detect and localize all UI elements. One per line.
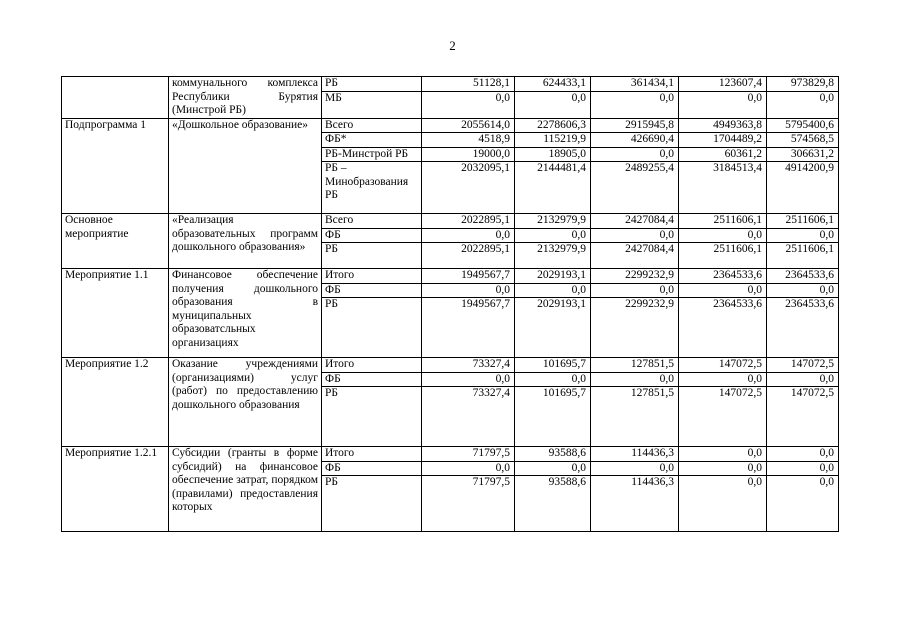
value-cell: 0,0 <box>591 91 679 118</box>
program-name-cell: Мероприятие 1.2 <box>62 358 169 447</box>
value-cell: 2029193,1 <box>515 298 591 358</box>
program-description-cell: коммунального комплекса Республики Бурятия (Минстрой РБ) <box>169 77 322 119</box>
page-number: 2 <box>449 38 456 53</box>
value-cell: 93588,6 <box>515 476 591 532</box>
table-row <box>62 269 839 284</box>
table-row <box>62 118 839 133</box>
value-cell: 0,0 <box>422 228 515 243</box>
value-cell: 1949567,7 <box>422 298 515 358</box>
funding-source-cell: РБ <box>322 387 422 447</box>
value-cell: 973829,8 <box>767 77 839 92</box>
value-cell: 147072,5 <box>767 387 839 447</box>
program-description-cell: Субсидии (гранты в форме субсидий) на финансовое обеспечение затрат, порядком (правилами) предоставления которых <box>169 447 322 532</box>
value-cell: 115219,9 <box>515 133 591 148</box>
funding-source-cell: РБ – Минобразования РБ <box>322 162 422 214</box>
value-cell: 306631,2 <box>767 147 839 162</box>
funding-source-cell: РБ <box>322 243 422 269</box>
value-cell: 2278606,3 <box>515 118 591 133</box>
value-cell: 0,0 <box>767 228 839 243</box>
funding-source-cell: ФБ <box>322 228 422 243</box>
value-cell: 2427084,4 <box>591 214 679 229</box>
value-cell: 2511606,1 <box>679 214 767 229</box>
funding-source-cell: Итого <box>322 447 422 462</box>
value-cell: 2511606,1 <box>767 243 839 269</box>
value-cell: 361434,1 <box>591 77 679 92</box>
value-cell: 0,0 <box>422 283 515 298</box>
program-name-cell: Основное мероприятие <box>62 214 169 269</box>
funding-source-cell: ФБ <box>322 461 422 476</box>
value-cell: 1704489,2 <box>679 133 767 148</box>
value-cell: 101695,7 <box>515 387 591 447</box>
value-cell: 71797,5 <box>422 476 515 532</box>
funding-source-cell: Итого <box>322 269 422 284</box>
value-cell: 2511606,1 <box>767 214 839 229</box>
value-cell: 0,0 <box>515 461 591 476</box>
funding-source-cell: Итого <box>322 358 422 373</box>
value-cell: 147072,5 <box>679 358 767 373</box>
value-cell: 19000,0 <box>422 147 515 162</box>
value-cell: 0,0 <box>591 228 679 243</box>
value-cell: 18905,0 <box>515 147 591 162</box>
value-cell: 2144481,4 <box>515 162 591 214</box>
value-cell: 0,0 <box>767 283 839 298</box>
value-cell: 2364533,6 <box>679 269 767 284</box>
value-cell: 426690,4 <box>591 133 679 148</box>
value-cell: 0,0 <box>515 91 591 118</box>
value-cell: 0,0 <box>679 476 767 532</box>
program-name-cell: Мероприятие 1.2.1 <box>62 447 169 532</box>
value-cell: 93588,6 <box>515 447 591 462</box>
funding-source-cell: ФБ <box>322 372 422 387</box>
value-cell: 0,0 <box>591 461 679 476</box>
value-cell: 0,0 <box>679 372 767 387</box>
value-cell: 5795400,6 <box>767 118 839 133</box>
funding-source-cell: РБ <box>322 298 422 358</box>
funding-table <box>61 76 839 532</box>
value-cell: 2055614,0 <box>422 118 515 133</box>
program-name-cell: Мероприятие 1.1 <box>62 269 169 358</box>
value-cell: 114436,3 <box>591 476 679 532</box>
value-cell: 2511606,1 <box>679 243 767 269</box>
program-description-cell: «Дошкольное образование» <box>169 118 322 214</box>
program-name-cell: Подпрограмма 1 <box>62 118 169 214</box>
value-cell: 127851,5 <box>591 387 679 447</box>
value-cell: 114436,3 <box>591 447 679 462</box>
program-name-cell <box>62 77 169 119</box>
value-cell: 3184513,4 <box>679 162 767 214</box>
value-cell: 624433,1 <box>515 77 591 92</box>
value-cell: 73327,4 <box>422 387 515 447</box>
funding-source-cell: Всего <box>322 214 422 229</box>
program-description-cell: «Реализация образовательных программ дошкольного образования» <box>169 214 322 269</box>
value-cell: 71797,5 <box>422 447 515 462</box>
value-cell: 2132979,9 <box>515 243 591 269</box>
value-cell: 2032095,1 <box>422 162 515 214</box>
value-cell: 0,0 <box>591 283 679 298</box>
funding-source-cell: Всего <box>322 118 422 133</box>
value-cell: 574568,5 <box>767 133 839 148</box>
value-cell: 2364533,6 <box>767 298 839 358</box>
value-cell: 0,0 <box>591 147 679 162</box>
value-cell: 0,0 <box>422 91 515 118</box>
value-cell: 2299232,9 <box>591 298 679 358</box>
funding-source-cell: ФБ* <box>322 133 422 148</box>
value-cell: 0,0 <box>515 283 591 298</box>
table-row <box>62 77 839 92</box>
value-cell: 2132979,9 <box>515 214 591 229</box>
value-cell: 2022895,1 <box>422 214 515 229</box>
value-cell: 0,0 <box>679 91 767 118</box>
value-cell: 147072,5 <box>767 358 839 373</box>
value-cell: 0,0 <box>767 461 839 476</box>
program-description-cell: Оказание учреждениями (организациями) услуг (работ) по предоставлению дошкольного образования <box>169 358 322 447</box>
value-cell: 0,0 <box>422 372 515 387</box>
value-cell: 4518,9 <box>422 133 515 148</box>
value-cell: 0,0 <box>767 91 839 118</box>
table-row <box>62 214 839 229</box>
value-cell: 2299232,9 <box>591 269 679 284</box>
value-cell: 0,0 <box>515 372 591 387</box>
value-cell: 2915945,8 <box>591 118 679 133</box>
value-cell: 4949363,8 <box>679 118 767 133</box>
funding-source-cell: РБ-Минстрой РБ <box>322 147 422 162</box>
value-cell: 0,0 <box>422 461 515 476</box>
value-cell: 0,0 <box>679 447 767 462</box>
value-cell: 2489255,4 <box>591 162 679 214</box>
value-cell: 0,0 <box>591 372 679 387</box>
value-cell: 101695,7 <box>515 358 591 373</box>
value-cell: 51128,1 <box>422 77 515 92</box>
value-cell: 2029193,1 <box>515 269 591 284</box>
value-cell: 73327,4 <box>422 358 515 373</box>
value-cell: 0,0 <box>679 228 767 243</box>
value-cell: 0,0 <box>767 372 839 387</box>
value-cell: 127851,5 <box>591 358 679 373</box>
value-cell: 4914200,9 <box>767 162 839 214</box>
value-cell: 0,0 <box>767 476 839 532</box>
value-cell: 0,0 <box>767 447 839 462</box>
value-cell: 123607,4 <box>679 77 767 92</box>
table-row <box>62 447 839 462</box>
value-cell: 147072,5 <box>679 387 767 447</box>
funding-source-cell: ФБ <box>322 283 422 298</box>
funding-source-cell: МБ <box>322 91 422 118</box>
value-cell: 0,0 <box>515 228 591 243</box>
funding-source-cell: РБ <box>322 476 422 532</box>
program-description-cell: Финансовое обеспечение получения дошкольного образования в муниципальных образоватсльных организациях <box>169 269 322 358</box>
funding-source-cell: РБ <box>322 77 422 92</box>
table-row <box>62 358 839 373</box>
value-cell: 0,0 <box>679 461 767 476</box>
value-cell: 2427084,4 <box>591 243 679 269</box>
value-cell: 0,0 <box>679 283 767 298</box>
value-cell: 1949567,7 <box>422 269 515 284</box>
value-cell: 2364533,6 <box>679 298 767 358</box>
value-cell: 2364533,6 <box>767 269 839 284</box>
value-cell: 60361,2 <box>679 147 767 162</box>
value-cell: 2022895,1 <box>422 243 515 269</box>
